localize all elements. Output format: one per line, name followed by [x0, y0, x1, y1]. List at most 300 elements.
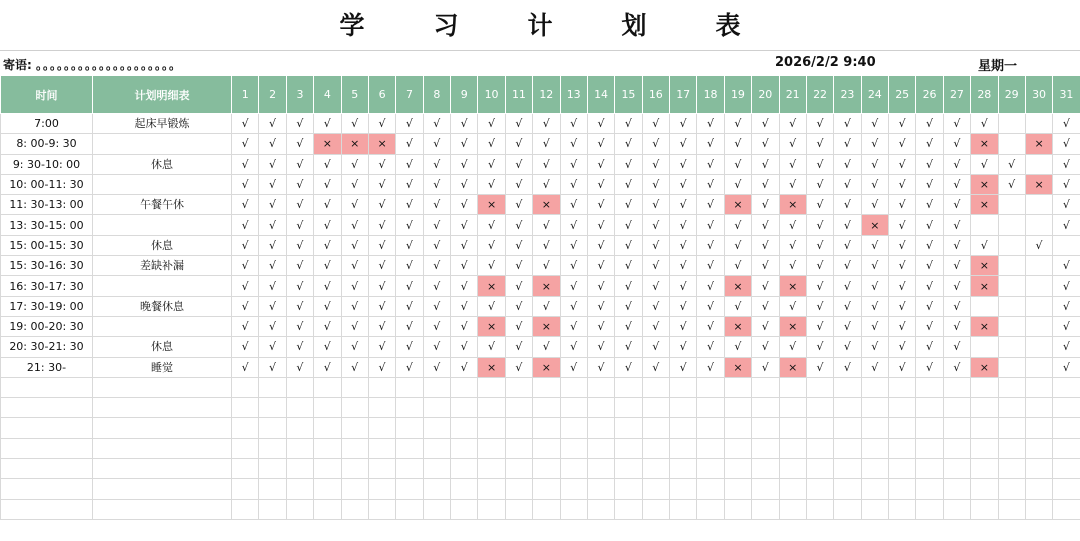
check-cell[interactable]: √: [286, 296, 313, 316]
check-cell[interactable]: √: [368, 114, 395, 134]
plan-cell[interactable]: [93, 215, 232, 235]
check-cell[interactable]: √: [533, 256, 560, 276]
empty-cell[interactable]: [341, 377, 368, 397]
check-cell[interactable]: √: [642, 114, 669, 134]
empty-cell[interactable]: [670, 499, 697, 519]
cross-cell[interactable]: ×: [368, 134, 395, 154]
check-cell[interactable]: √: [533, 235, 560, 255]
check-cell[interactable]: √: [232, 337, 259, 357]
empty-cell[interactable]: [998, 337, 1025, 357]
empty-cell[interactable]: [1025, 195, 1052, 215]
cross-cell[interactable]: ×: [724, 316, 751, 336]
time-cell[interactable]: 17: 30-19: 00: [1, 296, 93, 316]
time-cell[interactable]: 20: 30-21: 30: [1, 337, 93, 357]
empty-cell[interactable]: [368, 377, 395, 397]
check-cell[interactable]: √: [861, 195, 888, 215]
check-cell[interactable]: √: [396, 215, 423, 235]
check-cell[interactable]: √: [560, 256, 587, 276]
check-cell[interactable]: √: [259, 235, 286, 255]
check-cell[interactable]: √: [834, 195, 861, 215]
check-cell[interactable]: √: [533, 154, 560, 174]
check-cell[interactable]: √: [314, 174, 341, 194]
empty-cell[interactable]: [806, 499, 833, 519]
empty-cell[interactable]: [1025, 316, 1052, 336]
empty-cell[interactable]: [889, 398, 916, 418]
check-cell[interactable]: √: [642, 195, 669, 215]
check-cell[interactable]: √: [286, 215, 313, 235]
empty-cell[interactable]: [752, 499, 779, 519]
check-cell[interactable]: √: [560, 276, 587, 296]
check-cell[interactable]: √: [396, 154, 423, 174]
empty-cell[interactable]: [259, 398, 286, 418]
empty-cell[interactable]: [314, 479, 341, 499]
check-cell[interactable]: √: [368, 337, 395, 357]
check-cell[interactable]: √: [341, 256, 368, 276]
empty-cell[interactable]: [259, 418, 286, 438]
check-cell[interactable]: √: [232, 357, 259, 377]
empty-cell[interactable]: [286, 377, 313, 397]
check-cell[interactable]: √: [615, 114, 642, 134]
empty-cell[interactable]: [779, 459, 806, 479]
empty-cell[interactable]: [998, 438, 1025, 458]
empty-cell[interactable]: [697, 499, 724, 519]
check-cell[interactable]: √: [1053, 337, 1080, 357]
check-cell[interactable]: √: [670, 195, 697, 215]
empty-cell[interactable]: [971, 215, 998, 235]
empty-cell[interactable]: [587, 459, 614, 479]
empty-cell[interactable]: [533, 438, 560, 458]
check-cell[interactable]: √: [670, 174, 697, 194]
check-cell[interactable]: √: [697, 316, 724, 336]
check-cell[interactable]: √: [916, 357, 943, 377]
cross-cell[interactable]: ×: [971, 195, 998, 215]
check-cell[interactable]: √: [423, 134, 450, 154]
check-cell[interactable]: √: [396, 114, 423, 134]
check-cell[interactable]: √: [779, 174, 806, 194]
check-cell[interactable]: √: [943, 357, 970, 377]
empty-cell[interactable]: [670, 438, 697, 458]
empty-cell[interactable]: [615, 398, 642, 418]
check-cell[interactable]: √: [943, 316, 970, 336]
empty-cell[interactable]: [286, 398, 313, 418]
check-cell[interactable]: √: [642, 337, 669, 357]
check-cell[interactable]: √: [971, 235, 998, 255]
check-cell[interactable]: √: [943, 256, 970, 276]
check-cell[interactable]: √: [587, 134, 614, 154]
empty-cell[interactable]: [533, 377, 560, 397]
time-cell[interactable]: 13: 30-15: 00: [1, 215, 93, 235]
empty-cell[interactable]: [1025, 337, 1052, 357]
empty-cell[interactable]: [724, 499, 751, 519]
check-cell[interactable]: √: [286, 195, 313, 215]
empty-cell[interactable]: [478, 418, 505, 438]
empty-cell[interactable]: [998, 357, 1025, 377]
check-cell[interactable]: √: [314, 114, 341, 134]
empty-cell[interactable]: [533, 418, 560, 438]
check-cell[interactable]: √: [259, 256, 286, 276]
empty-cell[interactable]: [943, 438, 970, 458]
check-cell[interactable]: √: [451, 256, 478, 276]
empty-cell[interactable]: [834, 398, 861, 418]
empty-cell[interactable]: [670, 377, 697, 397]
check-cell[interactable]: √: [560, 154, 587, 174]
empty-cell[interactable]: [806, 459, 833, 479]
empty-cell[interactable]: [560, 459, 587, 479]
empty-cell[interactable]: [615, 418, 642, 438]
time-cell[interactable]: 9: 30-10: 00: [1, 154, 93, 174]
empty-cell[interactable]: [259, 377, 286, 397]
empty-cell[interactable]: [478, 479, 505, 499]
empty-cell[interactable]: [314, 377, 341, 397]
empty-cell[interactable]: [724, 438, 751, 458]
time-cell[interactable]: 15: 00-15: 30: [1, 235, 93, 255]
empty-cell[interactable]: [560, 479, 587, 499]
cross-cell[interactable]: ×: [533, 316, 560, 336]
empty-cell[interactable]: [1053, 235, 1080, 255]
check-cell[interactable]: √: [451, 235, 478, 255]
empty-cell[interactable]: [1053, 499, 1080, 519]
check-cell[interactable]: √: [889, 296, 916, 316]
check-cell[interactable]: √: [451, 114, 478, 134]
empty-cell[interactable]: [478, 377, 505, 397]
check-cell[interactable]: √: [697, 114, 724, 134]
empty-cell[interactable]: [1053, 398, 1080, 418]
check-cell[interactable]: √: [505, 195, 532, 215]
empty-cell[interactable]: [615, 438, 642, 458]
empty-cell[interactable]: [861, 377, 888, 397]
empty-cell[interactable]: [1, 459, 93, 479]
check-cell[interactable]: √: [259, 357, 286, 377]
check-cell[interactable]: √: [560, 357, 587, 377]
empty-cell[interactable]: [560, 499, 587, 519]
check-cell[interactable]: √: [834, 215, 861, 235]
check-cell[interactable]: √: [423, 357, 450, 377]
check-cell[interactable]: √: [368, 174, 395, 194]
check-cell[interactable]: √: [670, 114, 697, 134]
check-cell[interactable]: √: [889, 316, 916, 336]
empty-cell[interactable]: [889, 418, 916, 438]
empty-cell[interactable]: [1, 499, 93, 519]
check-cell[interactable]: √: [779, 154, 806, 174]
empty-cell[interactable]: [670, 398, 697, 418]
empty-cell[interactable]: [478, 438, 505, 458]
empty-cell[interactable]: [998, 296, 1025, 316]
cross-cell[interactable]: ×: [1025, 134, 1052, 154]
cross-cell[interactable]: ×: [971, 276, 998, 296]
check-cell[interactable]: √: [670, 276, 697, 296]
empty-cell[interactable]: [1025, 398, 1052, 418]
check-cell[interactable]: √: [724, 174, 751, 194]
check-cell[interactable]: √: [697, 134, 724, 154]
empty-cell[interactable]: [259, 499, 286, 519]
empty-cell[interactable]: [943, 499, 970, 519]
check-cell[interactable]: √: [478, 296, 505, 316]
check-cell[interactable]: √: [834, 357, 861, 377]
cross-cell[interactable]: ×: [724, 276, 751, 296]
time-cell[interactable]: 11: 30-13: 00: [1, 195, 93, 215]
check-cell[interactable]: √: [670, 316, 697, 336]
empty-cell[interactable]: [916, 499, 943, 519]
check-cell[interactable]: √: [286, 256, 313, 276]
check-cell[interactable]: √: [368, 235, 395, 255]
check-cell[interactable]: √: [615, 316, 642, 336]
empty-cell[interactable]: [724, 479, 751, 499]
check-cell[interactable]: √: [314, 276, 341, 296]
check-cell[interactable]: √: [396, 296, 423, 316]
check-cell[interactable]: √: [533, 296, 560, 316]
check-cell[interactable]: √: [861, 337, 888, 357]
check-cell[interactable]: √: [423, 316, 450, 336]
check-cell[interactable]: √: [670, 215, 697, 235]
empty-cell[interactable]: [697, 418, 724, 438]
empty-cell[interactable]: [368, 398, 395, 418]
empty-cell[interactable]: [396, 398, 423, 418]
empty-cell[interactable]: [998, 479, 1025, 499]
check-cell[interactable]: √: [587, 357, 614, 377]
check-cell[interactable]: √: [368, 256, 395, 276]
check-cell[interactable]: √: [1053, 215, 1080, 235]
plan-cell[interactable]: 休息: [93, 337, 232, 357]
check-cell[interactable]: √: [834, 114, 861, 134]
empty-cell[interactable]: [93, 459, 232, 479]
empty-cell[interactable]: [889, 479, 916, 499]
empty-cell[interactable]: [752, 459, 779, 479]
empty-cell[interactable]: [451, 398, 478, 418]
check-cell[interactable]: √: [341, 337, 368, 357]
empty-cell[interactable]: [998, 114, 1025, 134]
empty-cell[interactable]: [971, 479, 998, 499]
check-cell[interactable]: √: [533, 134, 560, 154]
check-cell[interactable]: √: [861, 154, 888, 174]
empty-cell[interactable]: [505, 479, 532, 499]
empty-cell[interactable]: [1053, 438, 1080, 458]
empty-cell[interactable]: [396, 479, 423, 499]
check-cell[interactable]: √: [889, 276, 916, 296]
check-cell[interactable]: √: [971, 154, 998, 174]
empty-cell[interactable]: [724, 377, 751, 397]
empty-cell[interactable]: [1025, 276, 1052, 296]
check-cell[interactable]: √: [834, 154, 861, 174]
empty-cell[interactable]: [998, 398, 1025, 418]
check-cell[interactable]: √: [697, 337, 724, 357]
time-cell[interactable]: 7:00: [1, 114, 93, 134]
check-cell[interactable]: √: [752, 114, 779, 134]
check-cell[interactable]: √: [670, 357, 697, 377]
empty-cell[interactable]: [861, 459, 888, 479]
empty-cell[interactable]: [286, 499, 313, 519]
check-cell[interactable]: √: [560, 296, 587, 316]
empty-cell[interactable]: [533, 499, 560, 519]
check-cell[interactable]: √: [341, 316, 368, 336]
check-cell[interactable]: √: [451, 215, 478, 235]
check-cell[interactable]: √: [423, 114, 450, 134]
check-cell[interactable]: √: [889, 114, 916, 134]
check-cell[interactable]: √: [697, 215, 724, 235]
cross-cell[interactable]: ×: [724, 357, 751, 377]
empty-cell[interactable]: [286, 479, 313, 499]
check-cell[interactable]: √: [615, 337, 642, 357]
check-cell[interactable]: √: [478, 174, 505, 194]
check-cell[interactable]: √: [834, 296, 861, 316]
plan-cell[interactable]: [93, 134, 232, 154]
empty-cell[interactable]: [752, 377, 779, 397]
cross-cell[interactable]: ×: [779, 357, 806, 377]
empty-cell[interactable]: [752, 418, 779, 438]
check-cell[interactable]: √: [1053, 276, 1080, 296]
check-cell[interactable]: √: [670, 296, 697, 316]
check-cell[interactable]: √: [314, 215, 341, 235]
check-cell[interactable]: √: [587, 296, 614, 316]
check-cell[interactable]: √: [916, 174, 943, 194]
empty-cell[interactable]: [587, 438, 614, 458]
check-cell[interactable]: √: [1053, 174, 1080, 194]
empty-cell[interactable]: [916, 459, 943, 479]
empty-cell[interactable]: [1053, 418, 1080, 438]
empty-cell[interactable]: [451, 479, 478, 499]
empty-cell[interactable]: [587, 398, 614, 418]
cross-cell[interactable]: ×: [724, 195, 751, 215]
check-cell[interactable]: √: [642, 235, 669, 255]
empty-cell[interactable]: [396, 418, 423, 438]
empty-cell[interactable]: [943, 377, 970, 397]
check-cell[interactable]: √: [505, 134, 532, 154]
empty-cell[interactable]: [889, 377, 916, 397]
empty-cell[interactable]: [560, 377, 587, 397]
check-cell[interactable]: √: [396, 276, 423, 296]
empty-cell[interactable]: [779, 398, 806, 418]
check-cell[interactable]: √: [889, 256, 916, 276]
empty-cell[interactable]: [861, 499, 888, 519]
check-cell[interactable]: √: [505, 296, 532, 316]
empty-cell[interactable]: [998, 499, 1025, 519]
empty-cell[interactable]: [505, 377, 532, 397]
cross-cell[interactable]: ×: [533, 195, 560, 215]
empty-cell[interactable]: [642, 398, 669, 418]
check-cell[interactable]: √: [286, 337, 313, 357]
check-cell[interactable]: √: [806, 316, 833, 336]
cross-cell[interactable]: ×: [314, 134, 341, 154]
check-cell[interactable]: √: [889, 235, 916, 255]
empty-cell[interactable]: [259, 479, 286, 499]
empty-cell[interactable]: [314, 438, 341, 458]
check-cell[interactable]: √: [286, 357, 313, 377]
empty-cell[interactable]: [505, 398, 532, 418]
empty-cell[interactable]: [423, 398, 450, 418]
empty-cell[interactable]: [1025, 114, 1052, 134]
empty-cell[interactable]: [779, 479, 806, 499]
check-cell[interactable]: √: [560, 114, 587, 134]
check-cell[interactable]: √: [396, 195, 423, 215]
check-cell[interactable]: √: [752, 296, 779, 316]
cross-cell[interactable]: ×: [341, 134, 368, 154]
check-cell[interactable]: √: [943, 276, 970, 296]
empty-cell[interactable]: [861, 479, 888, 499]
empty-cell[interactable]: [505, 459, 532, 479]
check-cell[interactable]: √: [505, 337, 532, 357]
empty-cell[interactable]: [834, 499, 861, 519]
check-cell[interactable]: √: [478, 154, 505, 174]
empty-cell[interactable]: [396, 377, 423, 397]
empty-cell[interactable]: [752, 398, 779, 418]
check-cell[interactable]: √: [642, 357, 669, 377]
check-cell[interactable]: √: [587, 276, 614, 296]
check-cell[interactable]: √: [615, 357, 642, 377]
empty-cell[interactable]: [1, 418, 93, 438]
check-cell[interactable]: √: [615, 235, 642, 255]
check-cell[interactable]: √: [259, 154, 286, 174]
check-cell[interactable]: √: [560, 195, 587, 215]
cross-cell[interactable]: ×: [971, 357, 998, 377]
check-cell[interactable]: √: [560, 235, 587, 255]
check-cell[interactable]: √: [368, 154, 395, 174]
check-cell[interactable]: √: [451, 154, 478, 174]
empty-cell[interactable]: [724, 398, 751, 418]
check-cell[interactable]: √: [259, 114, 286, 134]
check-cell[interactable]: √: [478, 134, 505, 154]
check-cell[interactable]: √: [1053, 316, 1080, 336]
time-cell[interactable]: 15: 30-16: 30: [1, 256, 93, 276]
empty-cell[interactable]: [232, 418, 259, 438]
cross-cell[interactable]: ×: [779, 276, 806, 296]
check-cell[interactable]: √: [642, 174, 669, 194]
empty-cell[interactable]: [341, 398, 368, 418]
check-cell[interactable]: √: [724, 235, 751, 255]
check-cell[interactable]: √: [1053, 357, 1080, 377]
empty-cell[interactable]: [1025, 459, 1052, 479]
cross-cell[interactable]: ×: [971, 174, 998, 194]
check-cell[interactable]: √: [505, 114, 532, 134]
check-cell[interactable]: √: [451, 296, 478, 316]
check-cell[interactable]: √: [1053, 114, 1080, 134]
check-cell[interactable]: √: [396, 235, 423, 255]
empty-cell[interactable]: [451, 418, 478, 438]
empty-cell[interactable]: [232, 459, 259, 479]
check-cell[interactable]: √: [533, 174, 560, 194]
plan-cell[interactable]: 差缺补漏: [93, 256, 232, 276]
check-cell[interactable]: √: [423, 154, 450, 174]
cross-cell[interactable]: ×: [478, 316, 505, 336]
check-cell[interactable]: √: [889, 215, 916, 235]
check-cell[interactable]: √: [779, 235, 806, 255]
plan-cell[interactable]: 休息: [93, 154, 232, 174]
cross-cell[interactable]: ×: [861, 215, 888, 235]
check-cell[interactable]: √: [916, 215, 943, 235]
empty-cell[interactable]: [916, 479, 943, 499]
empty-cell[interactable]: [998, 418, 1025, 438]
check-cell[interactable]: √: [916, 337, 943, 357]
check-cell[interactable]: √: [642, 256, 669, 276]
check-cell[interactable]: √: [587, 316, 614, 336]
empty-cell[interactable]: [533, 479, 560, 499]
empty-cell[interactable]: [451, 459, 478, 479]
check-cell[interactable]: √: [697, 154, 724, 174]
empty-cell[interactable]: [642, 479, 669, 499]
empty-cell[interactable]: [396, 459, 423, 479]
empty-cell[interactable]: [615, 479, 642, 499]
time-cell[interactable]: 21: 30-: [1, 357, 93, 377]
empty-cell[interactable]: [341, 459, 368, 479]
empty-cell[interactable]: [642, 438, 669, 458]
check-cell[interactable]: √: [560, 215, 587, 235]
check-cell[interactable]: √: [423, 256, 450, 276]
check-cell[interactable]: √: [423, 174, 450, 194]
check-cell[interactable]: √: [752, 134, 779, 154]
empty-cell[interactable]: [259, 438, 286, 458]
check-cell[interactable]: √: [232, 154, 259, 174]
check-cell[interactable]: √: [642, 154, 669, 174]
check-cell[interactable]: √: [779, 337, 806, 357]
empty-cell[interactable]: [93, 398, 232, 418]
